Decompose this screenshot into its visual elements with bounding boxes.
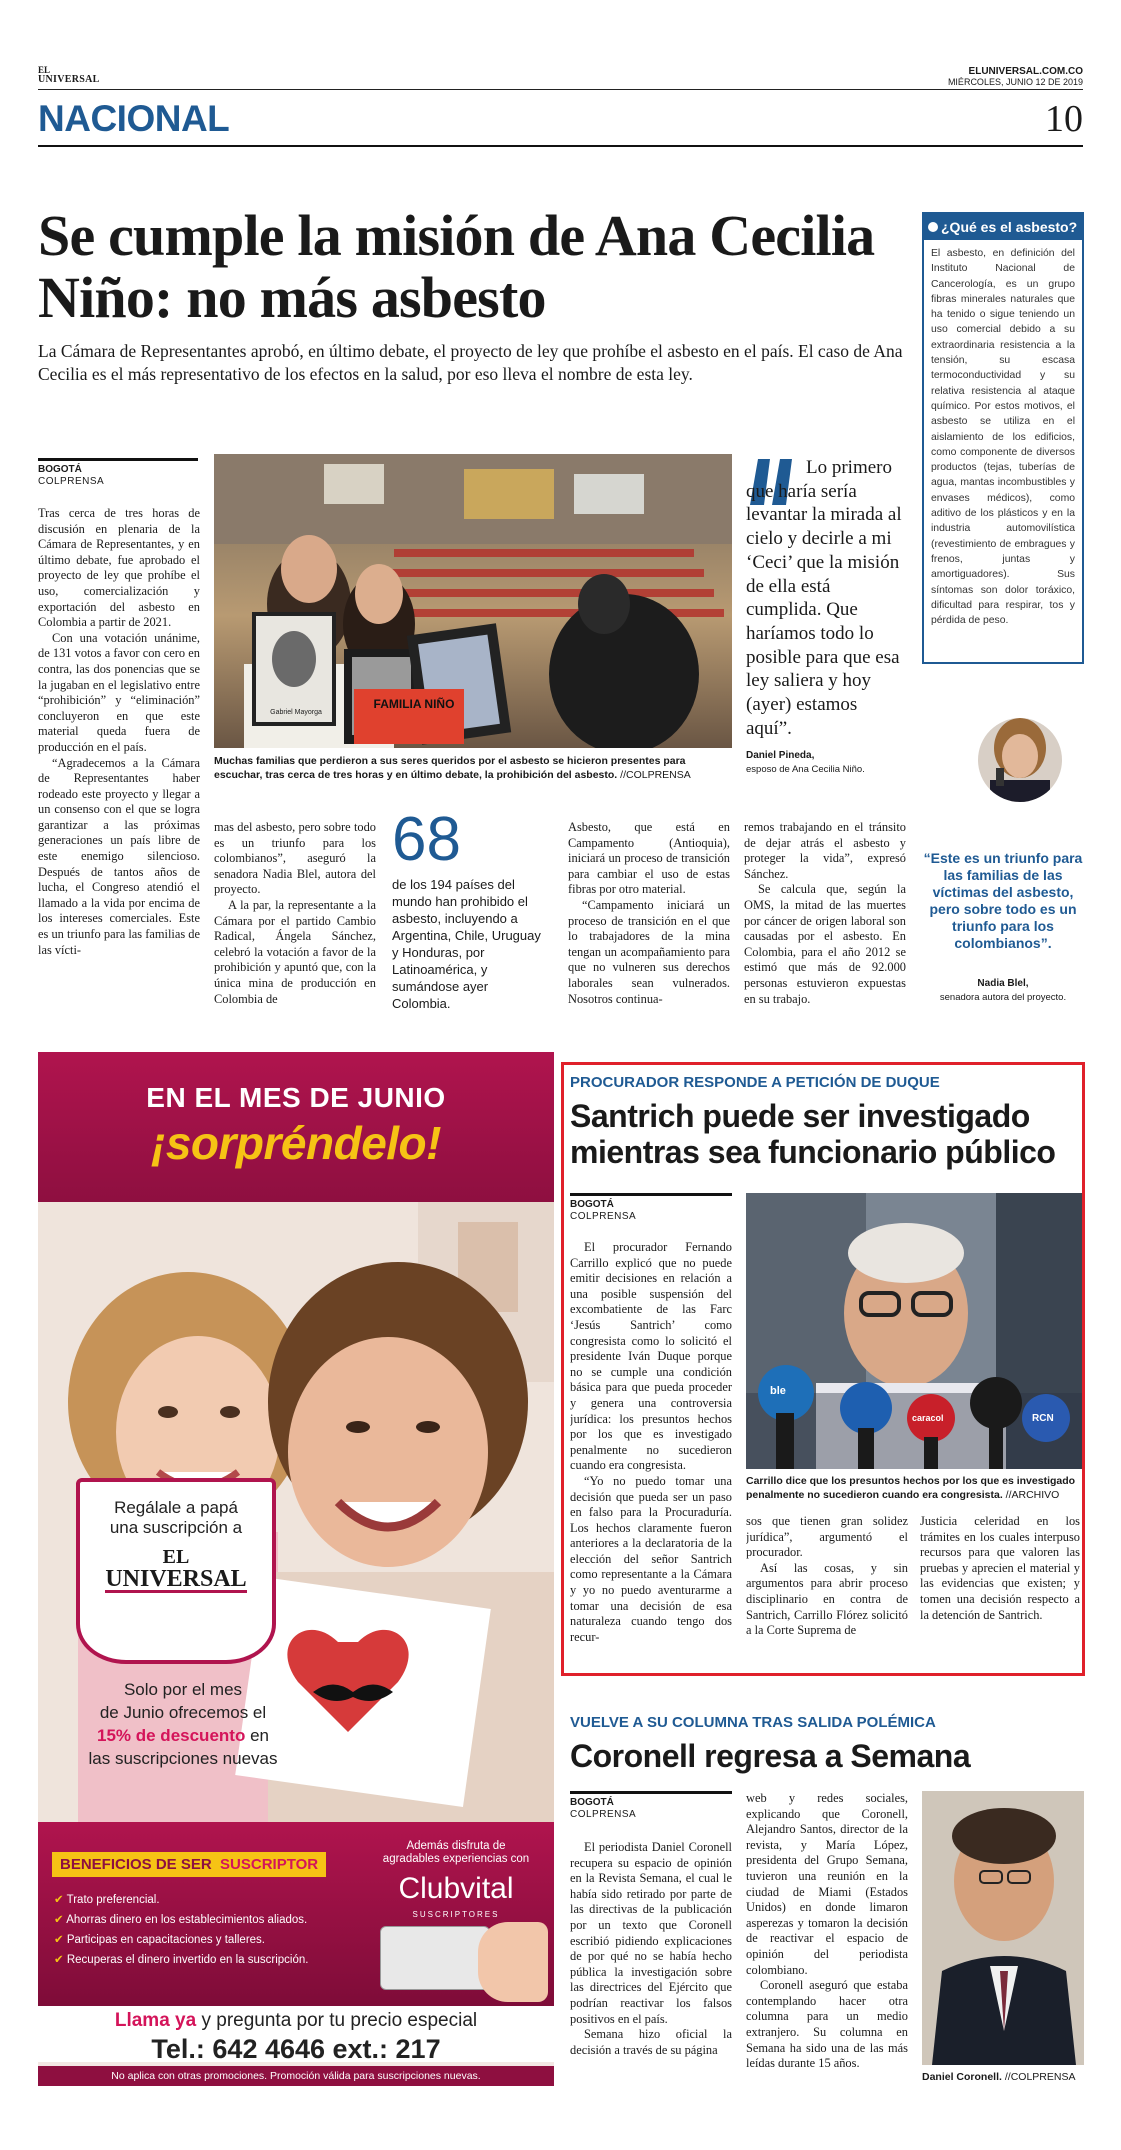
club-text: Además disfruta de agradables experiencias con [382,1840,530,1865]
coronell-headline: Coronell regresa a Semana [570,1738,971,1774]
lead-paragraph: “Campamento iniciará un proceso de transición en el que lo trabajadores de la mina tengan un acompañamiento para que no vulneren sus derechos laborales sean vulnerados. Nosotros continua- [568,897,730,1006]
lead-paragraph: mas del asbesto, pero sobre todo es un triunfo para los colombianos”, aseguró la senadora Nadia Blel, autora del proyecto. [214,820,376,897]
santrich-paragraph: El procurador Fernando Carrillo explicó que no puede emitir decisiones en relación a una posible suspensión del excombatiente de las Farc ‘Jesús Santrich’ como congresista como lo solicitó el presidente Iván Duque porque no se cumple una condición básica para que pueda proceder y genera una controversia jurídica: los presuntos hechos por los que es investigado penalmente no sucedieron cuando era congresista. [570,1240,732,1473]
lead-paragraph: Asbesto, que está en Campamento (Antioquia), iniciará un proceso de transición para cambiar el uso de estas fibras por otro material. [568,820,730,897]
stat-text: de los 194 países del mundo han prohibido el asbesto, incluyendo a Argentina, Chile, Uruguay y Honduras, por Latinoamérica, y sumándose ayer Colombia. [392,877,541,1011]
side-quote: “Este es un triunfo para las familias de las víctimas del asbesto, pero sobre todo es un triunfo para los colombianos”. [923,850,1083,951]
sidebar-body: El asbesto, en definición del Instituto Nacional de Cancerología, es un grupo fibras minerales naturales que ha tenido o sigue teniendo un uso comercial debido a su extraordinaria resistencia a la tensión, su escasa termoconductividad y su relativa resistencia al ataque químico. Por estos motivos, el asbesto se utiliza en el aislamiento de los edificios, como componente de diversos productos (tejas, tuberías de agua, mantas incombustibles y envases médicos), como aditivo de los plásticos y en la industria automovilística (revestimiento de embragues y frenos, juntas y amortiguadores). Sus síntomas son dolor toráxico, dificultad para respirar, tos y pérdida de peso. [931,248,1075,627]
benefit-item: ✔ Ahorras dinero en los establecimientos aliados. [54,1914,308,1926]
ad-top-line2: ¡sorpréndelo! [151,1117,441,1169]
lead-paragraph: Tras cerca de tres horas de discusión en plenaria de la Cámara de Representantes, y en último debate, fue aprobado el proyecto de ley que prohíbe el uso, comercialización y exportación del asbesto en Colombia a partir de 2021. [38,506,200,630]
santrich-paragraph: Justicia celeridad en los trámites en los cuales interpuso recursos para que valoren las pruebas y aprecien el material y las evidencias que existen; y tomen una decisión respecto a la detención de Santrich. [920,1514,1080,1622]
santrich-kicker: PROCURADOR RESPONDE A PETICIÓN DE DUQUE [570,1074,940,1091]
section-rule [38,145,1083,147]
lead-paragraph: A la par, la representante a la Cámara por el partido Cambio Radical, Ángela Sánchez, celebró la votación a favor de la prohibición y apuntó que, con la única mina de producción en Colombia de [214,897,376,1006]
subscriber-card [380,1926,490,1990]
santrich-byline: BOGOTÁ COLPRENSA [570,1193,732,1223]
check-icon: ✔ [54,1954,67,1966]
congress-photo [214,454,732,748]
ad-disclaimer: No aplica con otras promociones. Promoción válida para suscripciones nuevas. [38,2066,554,2086]
coronell-paragraph: El periodista Daniel Coronell recupera su espacio de opinión en la Revista Semana, el cual le había sido retirado por parte de las directivas de la publicación por un texto que Coronell escribió pidiendo explicaciones de por qué no se había hecho pública la investigación sobre las directrices del Ejército que podrían reactivar los falsos positivos en el país. [570,1840,732,2026]
hand-shape [478,1922,548,2002]
santrich-headline: Santrich puede ser investigado mientras sea funcionario público [570,1098,1056,1170]
site-url: ELUNIVERSAL.COM.CO [968,66,1083,77]
masthead-logo: EL UNIVERSAL [38,65,100,85]
congress-scene [214,454,732,748]
ad-offer: Solo por el mes de Junio ofrecemos el 15% de descuento en las suscripciones nuevas [88,1680,278,1768]
lead-column-2 [214,820,376,1020]
mic-label: RCN [1032,1413,1054,1424]
lead-column-3 [568,820,730,1020]
santrich-paragraph: sos que tienen gran solidez jurídica”, argumentó el procurador. [746,1514,908,1560]
coronell-column-2 [746,1791,908,2086]
ad-badge: Regálale a papá una suscripción a EL UNIVERSAL [76,1478,276,1664]
masthead-rule [38,89,1083,90]
coronell-paragraph: Coronell aseguró que estaba contemplando hacer otra columna para un medio extranjero. Su columna en Semana ha sido una de las más leídas durante 15 años. [746,1978,908,2071]
lead-paragraph: Con una votación unánime, de 131 votos a favor con cero en contra, las dos ponencias que se la jugaban en el legislativo entre “prohibición” y “eliminación” concluyeron en que este material queda fuera de producción en el país. [38,630,200,754]
pull-quote: Lo primero que haría sería levantar la mirada al cielo y decirle a mi ‘Ceci’ que la misión de ella está cumplida. Que haríamos todo lo posible para que esa ley saliera y hoy (ayer) estamos aquí”. [746,457,902,739]
side-quote-role: senadora autora del proyecto. [939,992,1067,1003]
nadia-blel-photo [978,718,1062,802]
santrich-paragraph: Así las cosas, y sin argumentos para abrir proceso disciplinario en contra de Santrich, Carrillo Flórez solicitó a la Corte Suprema de [746,1560,908,1638]
clubvital-sub: SUSCRIPTORES [412,1910,500,1919]
santrich-paragraph: “Yo no puedo tomar una decisión que pueda ser un paso en falso para la Procuraduría. Los hechos claramente fueron anteriores a la declaratoria de la elección del señor Santrich como representante a la Cámara y yo no puedo aventurarme a tomar una decisión de esa naturaleza cuando tengo dos recur- [570,1473,732,1644]
page-number: 10 [1045,98,1083,140]
santrich-photo-caption: Carrillo dice que los presuntos hechos por los que es investigado penalmente no sucedieron cuando era congresista. //ARCHIVO [746,1475,1076,1501]
benefit-item: ✔ Recuperas el dinero invertido en la suscripción. [54,1954,309,1966]
ad-badge-logo: EL UNIVERSAL [105,1546,247,1592]
quote-author-role: esposo de Ana Cecilia Niño. [746,764,865,775]
carrillo-photo [746,1193,1082,1469]
ad-cta: Llama ya y pregunta por tu precio especial [114,2010,478,2031]
coronell-kicker: VUELVE A SU COLUMNA TRAS SALIDA POLÉMICA [570,1714,936,1731]
press-scene [746,1193,1082,1469]
santrich-column-1 [570,1240,732,1654]
bullet-dot-icon [928,222,938,232]
lead-paragraph: “Agradecemos a la Cámara de Representantes haber rodeado este proyecto y llegar a un consenso con el que se logra garantizar a las próximas generaciones un país libre de este enemigo silencioso. Después de tantos años de lucha, el Congreso atendió el llamado a la vida por encima de los intereses comerciales. Este es un triunfo para las familias de las vícti- [38,755,200,957]
benefit-item: ✔ Trato preferencial. [54,1894,160,1906]
benefit-item: ✔ Participas en capacitaciones y talleres. [54,1934,265,1946]
stat-number: 68 [392,805,461,874]
coronell-photo [922,1791,1084,2065]
check-icon: ✔ [54,1914,67,1926]
check-icon: ✔ [54,1934,67,1946]
sign-text: FAMILIA NIÑO [373,697,455,711]
coronell-paragraph: web y redes sociales, explicando que Coronell, Alejandro Santos, director de la revista, y María López, presidenta del Grupo Semana, tuvieron una reunión en la ciudad de Miami (Estados Unidos) en donde limaron asperezas y tomaron la decisión de reactivar el espacio de opinión del periodista colombiano. [746,1791,908,1977]
coronell-photo-caption: Daniel Coronell. //COLPRENSA [922,2071,1076,2083]
lead-paragraph: Se calcula que, según la OMS, la mitad de las muertes por cáncer de origen laboral son causadas por el asbesto. En Colombia, para el año 2012 se estimó que más de 92.000 personas estuvieron expuestas en su trabajo. [744,882,906,1006]
coronell-byline: BOGOTÁ COLPRENSA [570,1791,732,1821]
ad-top-line1: EN EL MES DE JUNIO [146,1082,446,1113]
issue-date: MIÉRCOLES, JUNIO 12 DE 2019 [947,77,1083,87]
quote-author: Daniel Pineda, [746,750,815,761]
lead-headline: Se cumple la misión de Ana Cecilia Niño: no más asbesto [38,203,875,330]
coronell-portrait [922,1791,1084,2065]
lead-paragraph: remos trabajando en el tránsito de dejar atrás el asbesto y proteger la vida”, expresó Sánchez. [744,820,906,881]
coronell-paragraph: Semana hizo oficial la decisión a través de su página [570,2027,732,2057]
lead-byline: BOGOTÁ COLPRENSA [38,458,198,488]
lead-deck: La Cámara de Representantes aprobó, en último debate, el proyecto de ley que prohíbe el asbesto en el país. El caso de Ana Cecilia es el más representativo de los efectos en la salud, por eso lleva el nombre de esta ley. [38,341,903,384]
benefits-list [54,1890,354,1970]
lead-column-1 [38,506,200,1026]
coronell-column-1 [570,1840,732,2086]
portrait-label: Gabriel Mayorga [270,709,322,716]
asbestos-sidebar [922,212,1084,664]
sidebar-title: ¿Qué es el asbesto? [924,214,1082,240]
subscription-ad [38,1052,554,2086]
benefits-title: BENEFICIOS DE SER SUSCRIPTOR [52,1852,326,1877]
ad-phone: Tel.: 642 4646 ext.: 217 [151,2034,441,2064]
section-title: NACIONAL [38,98,230,139]
mic-label: ble [770,1385,786,1397]
lead-photo-caption: Muchas familias que perdieron a sus seres queridos por el asbesto se hicieron presentes para escuchar, tras cerca de tres horas y en último debate, la prohibición del asbesto. //COLPRENSA [214,755,691,781]
clubvital-logo: Clubvital [398,1872,514,1905]
side-quote-author: Nadia Blel, [977,978,1029,989]
lead-column-4 [744,820,906,1020]
check-icon: ✔ [54,1894,67,1906]
santrich-column-3 [920,1514,1080,1664]
santrich-column-2 [746,1514,908,1664]
mic-label: caracol [912,1413,944,1423]
